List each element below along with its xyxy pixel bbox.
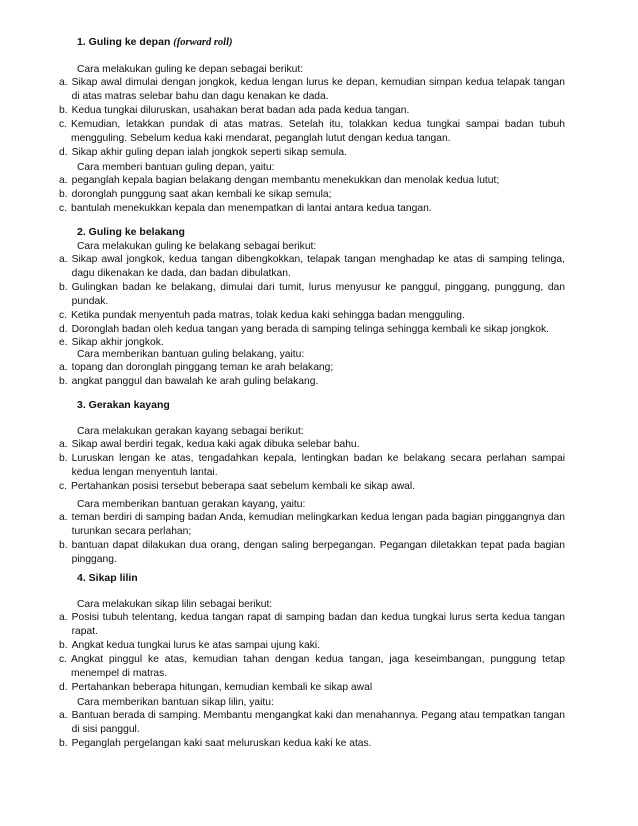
- item-text: Doronglah badan oleh kedua tangan yang berada di samping telinga sehingga kembali ke sikap jongkok.: [71, 323, 550, 335]
- item-text: angkat panggul dan bawalah ke arah guling belakang.: [71, 375, 319, 387]
- item-text: bantulah menekukkan kepala dan menempatkan di lantai antara kedua tangan.: [71, 202, 432, 214]
- item-label: b.: [59, 188, 68, 200]
- section-2-intro-2: Cara memberikan bantuan guling belakang, yaitu:: [77, 349, 305, 360]
- item-label: b.: [59, 452, 68, 464]
- item-label: d.: [59, 146, 68, 158]
- item-label: c.: [59, 309, 68, 321]
- section-4-intro-2: Cara memberikan bantuan sikap lilin, yaitu:: [77, 697, 274, 708]
- list-item: [59, 281, 565, 309]
- item-text: Kedua tungkai diluruskan, usahakan berat badan ada pada kedua tangan.: [71, 104, 410, 116]
- item-text: Angkat kedua tungkai lurus ke atas sampai ujung kaki.: [71, 639, 321, 651]
- section-1-heading: [77, 36, 233, 50]
- item-text: Kemudian, letakkan pundak di atas matras. Setelah itu, tolakkan kedua tungkai sampai badan tubuh mengguling. Sebelum kedua kaki mendarat, peganglah lutut dengan kedua tangan.: [71, 118, 565, 144]
- list-item: [59, 146, 565, 160]
- section-4-title: 4. Sikap lilin: [77, 572, 138, 584]
- item-label: e.: [59, 337, 68, 349]
- list-item: [59, 118, 565, 146]
- item-text: doronglah punggung saat akan kembali ke sikap semula;: [71, 188, 332, 200]
- item-label: a.: [59, 77, 68, 88]
- item-text: topang dan doronglah pinggang teman ke arah belakang;: [71, 362, 334, 373]
- list-item: [59, 511, 565, 539]
- section-1-list-1: [59, 76, 565, 159]
- section-2-list-2: [59, 361, 565, 389]
- list-item: [59, 361, 565, 375]
- item-label: c.: [59, 480, 68, 492]
- item-label: a.: [59, 710, 68, 721]
- list-item: [59, 253, 565, 281]
- item-label: b.: [59, 104, 68, 116]
- item-text: Ketika pundak menyentuh pada matras, tolak kedua kaki sehingga badan mengguling.: [71, 309, 465, 321]
- item-label: d.: [59, 323, 68, 335]
- item-label: b.: [59, 539, 68, 551]
- section-4-list-1: [59, 611, 565, 694]
- section-2-intro-1: Cara melakukan guling ke belakang sebagai berikut:: [77, 241, 317, 252]
- item-label: a.: [59, 254, 68, 265]
- item-text: Sikap akhir jongkok.: [71, 337, 164, 349]
- item-label: a.: [59, 362, 68, 373]
- list-item: [59, 452, 565, 480]
- item-text: Sikap akhir guling depan ialah jongkok seperti sikap semula.: [71, 146, 347, 158]
- section-3-list-1: [59, 438, 565, 494]
- item-label: c.: [59, 118, 68, 130]
- list-item: [59, 174, 565, 188]
- section-3-intro-2: Cara memberikan bantuan gerakan kayang, yaitu:: [77, 499, 306, 510]
- item-text: Peganglah pergelangan kaki saat meluruskan kedua kaki ke atas.: [71, 737, 372, 749]
- item-label: c.: [59, 653, 68, 665]
- item-label: b.: [59, 737, 68, 749]
- item-text: Luruskan lengan ke atas, tengadahkan kepala, lentingkan badan ke belakang secara perlahan sampai kedua lengan menyentuh lantai.: [71, 452, 565, 478]
- item-label: c.: [59, 202, 68, 214]
- list-item: [59, 611, 565, 639]
- item-label: b.: [59, 375, 68, 387]
- section-2-heading: [77, 226, 185, 240]
- section-1-intro-2: Cara memberi bantuan guling depan, yaitu:: [77, 162, 275, 173]
- item-label: a.: [59, 612, 68, 623]
- item-text: Gulingkan badan ke belakang, dimulai dari tumit, lurus menyusur ke panggul, pinggang, punggung, dan pundak.: [71, 281, 565, 307]
- list-item: [59, 188, 565, 202]
- list-item: [59, 375, 565, 389]
- list-item: [59, 309, 565, 323]
- list-item: [59, 480, 565, 494]
- list-item: [59, 104, 565, 118]
- item-label: a.: [59, 175, 68, 186]
- section-3-heading: [77, 399, 170, 413]
- item-text: bantuan dapat dilakukan dua orang, dengan saling berpegangan. Pegangan diletakkan tepat pada bagian pinggang.: [71, 539, 565, 565]
- item-label: b.: [59, 639, 68, 651]
- item-label: d.: [59, 681, 68, 693]
- item-text: peganglah kepala bagian belakang dengan membantu menekukkan dan menolak kedua lutut;: [71, 175, 500, 186]
- list-item: [59, 737, 565, 751]
- list-item: [59, 323, 565, 337]
- item-label: a.: [59, 439, 68, 450]
- section-3-title: 3. Gerakan kayang: [77, 399, 170, 411]
- list-item: [59, 709, 565, 737]
- section-1-intro-1: Cara melakukan guling ke depan sebagai berikut:: [77, 64, 304, 75]
- section-2-title: 2. Guling ke belakang: [77, 226, 185, 238]
- section-4-heading: [77, 572, 138, 586]
- item-text: Pertahankan beberapa hitungan, kemudian kembali ke sikap awal: [71, 681, 373, 693]
- list-item: [59, 202, 565, 216]
- item-text: Angkat pinggul ke atas, kemudian tahan dengan kedua tangan, jaga keseimbangan, punggung tetap menempel di matras.: [71, 653, 565, 679]
- list-item: [59, 438, 565, 452]
- section-3-list-2: [59, 511, 565, 567]
- item-text: teman berdiri di samping badan Anda, kemudian melingkarkan kedua lengan pada bagian pinggangnya dan turunkan secara perlahan;: [71, 512, 565, 537]
- section-4-list-2: [59, 709, 565, 751]
- list-item: [59, 76, 565, 104]
- section-2-list-1: [59, 253, 565, 350]
- list-item: [59, 539, 565, 567]
- item-text: Posisi tubuh telentang, kedua tangan rapat di samping badan dan kedua tungkai lurus serta kedua tangan rapat.: [71, 612, 565, 637]
- section-1-title: 1. Guling ke depan: [77, 36, 171, 48]
- section-4-intro-1: Cara melakukan sikap lilin sebagai berikut:: [77, 599, 273, 610]
- list-item: [59, 681, 565, 695]
- item-text: Bantuan berada di samping. Membantu mengangkat kaki dan menahannya. Pegang atau tempatkan tangan di sisi panggul.: [71, 710, 565, 735]
- list-item: [59, 639, 565, 653]
- item-label: a.: [59, 512, 68, 523]
- section-3-intro-1: Cara melakukan gerakan kayang sebagai berikut:: [77, 426, 304, 437]
- item-text: Sikap awal berdiri tegak, kedua kaki agak dibuka selebar bahu.: [71, 439, 360, 450]
- item-text: Sikap awal jongkok, kedua tangan dibengkokkan, telapak tangan menghadap ke atas di samping telinga, dagu dikenakan ke dada, dan badan dibulatkan.: [71, 254, 565, 279]
- section-1-list-2: [59, 174, 565, 216]
- item-text: Sikap awal dimulai dengan jongkok, kedua lengan lurus ke depan, kemudian simpan kedua telapak tangan di atas matras selebar bahu dan dagu kenakan ke dada.: [71, 77, 565, 102]
- list-item: [59, 653, 565, 681]
- section-1-title-en: (forward roll): [173, 37, 233, 48]
- item-text: Pertahankan posisi tersebut beberapa saat sebelum kembali ke sikap awal.: [71, 480, 416, 492]
- item-label: b.: [59, 281, 68, 293]
